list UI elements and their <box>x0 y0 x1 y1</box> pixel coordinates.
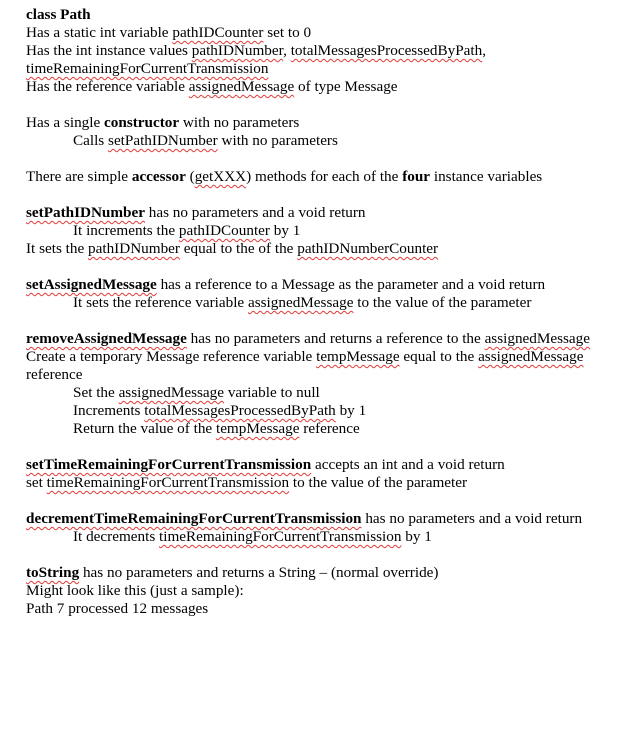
identifier: assignedMessage <box>247 294 354 311</box>
text-segment: , <box>482 42 486 59</box>
identifier: assignedMessage <box>478 348 584 365</box>
text-segment: Has a static int variable <box>26 24 173 41</box>
bold-term: four <box>402 168 431 185</box>
text-segment: Return the value of the <box>73 420 216 437</box>
text-segment: accepts an int and a void return <box>311 456 505 473</box>
text-segment: Has the reference variable <box>26 78 189 95</box>
identifier: pathIDNumber <box>88 240 180 257</box>
bold-term: constructor <box>104 114 180 131</box>
text-segment: ( <box>185 168 195 185</box>
text-segment: reference <box>26 366 83 383</box>
text-segment: Calls <box>73 132 109 149</box>
constructor-line <box>26 114 299 132</box>
text-segment: Path 7 processed 12 messages <box>26 600 209 617</box>
method-name: removeAssignedMessage <box>26 330 187 347</box>
method-to-string <box>26 564 438 582</box>
text-segment: reference <box>299 420 360 437</box>
text-segment: Increments <box>73 402 145 419</box>
identifier: timeRemainingForCurrentTransmission <box>26 60 269 77</box>
text-segment: instance variables <box>430 168 543 185</box>
text-segment: Set the <box>73 384 119 401</box>
text-segment: It sets the reference variable <box>73 294 248 311</box>
method-detail <box>73 528 432 546</box>
text-segment: by 1 <box>335 402 367 419</box>
method-name: decrementTimeRemainingForCurrentTransmission <box>26 510 362 527</box>
identifier: tempMessage <box>316 348 400 365</box>
instance-values-continuation <box>26 60 268 78</box>
text-segment: to the value of the parameter <box>353 294 532 311</box>
method-detail <box>26 348 584 366</box>
method-name: setTimeRemainingForCurrentTransmission <box>26 456 312 473</box>
text-segment: It sets the <box>26 240 89 257</box>
method-detail <box>73 402 366 420</box>
static-variable-line <box>26 24 311 42</box>
text-segment: set <box>26 474 47 491</box>
method-name: setAssignedMessage <box>26 276 157 293</box>
text-segment: has no parameters and returns a String – (normal override) <box>79 564 439 581</box>
text-segment: by 1 <box>269 222 301 239</box>
identifier: assignedMessage <box>118 384 225 401</box>
text-segment: has a reference to a Message as the parameter and a void return <box>156 276 546 293</box>
text-segment: with no parameters <box>179 114 300 131</box>
text-segment: equal to the <box>399 348 479 365</box>
identifier: pathIDNumberCounter <box>297 240 439 257</box>
text-segment: ) methods for each of the <box>246 168 403 185</box>
text-segment: Create a temporary Message reference variable <box>26 348 317 365</box>
text-segment: Has a single <box>26 114 105 131</box>
text-segment: set to 0 <box>263 24 312 41</box>
text-segment: Might look like this (just a sample): <box>26 582 244 599</box>
identifier: setPathIDNumber <box>108 132 218 149</box>
class-title: class Path <box>26 6 91 23</box>
text-segment: Has the int instance values <box>26 42 192 59</box>
text-segment: to the value of the parameter <box>289 474 468 491</box>
class-heading <box>26 6 91 24</box>
identifier: assignedMessage <box>484 330 591 347</box>
text-segment: equal to the of the <box>179 240 298 257</box>
method-name: toString <box>26 564 80 581</box>
method-set-time-remaining <box>26 456 505 474</box>
text-segment: of type Message <box>294 78 398 95</box>
text-segment: has no parameters and a void return <box>144 204 366 221</box>
text-segment: has no parameters and a void return <box>361 510 583 527</box>
identifier: assignedMessage <box>188 78 295 95</box>
accessor-line <box>26 168 542 186</box>
method-detail <box>26 474 467 492</box>
method-detail <box>73 420 360 438</box>
text-segment: , <box>283 42 291 59</box>
identifier: getXXX <box>194 168 247 185</box>
text-segment: with no parameters <box>217 132 338 149</box>
sample-intro <box>26 582 244 600</box>
identifier: pathIDNumber <box>191 42 284 59</box>
text-segment: It decrements <box>73 528 160 545</box>
identifier: pathIDCounter <box>172 24 264 41</box>
method-detail <box>73 384 320 402</box>
bold-term: accessor <box>131 168 186 185</box>
identifier: totalMessagesProcessedByPath <box>290 42 483 59</box>
text-segment: has no parameters and returns a reference to the <box>186 330 485 347</box>
method-detail <box>73 294 531 312</box>
identifier: timeRemainingForCurrentTransmission <box>159 528 402 545</box>
method-set-path-id <box>26 204 366 222</box>
method-detail-continuation <box>26 366 82 384</box>
sample-output <box>26 600 208 618</box>
reference-variable-line <box>26 78 398 96</box>
identifier: pathIDCounter <box>178 222 270 239</box>
identifier: tempMessage <box>215 420 300 437</box>
text-segment: variable to null <box>224 384 320 401</box>
text-segment: There are simple <box>26 168 132 185</box>
identifier: totalMessagesProcessedByPath <box>144 402 336 419</box>
constructor-detail <box>73 132 338 150</box>
method-name: setPathIDNumber <box>26 204 145 221</box>
method-remove-assigned-message <box>26 330 590 348</box>
method-detail <box>73 222 300 240</box>
identifier: timeRemainingForCurrentTransmission <box>46 474 290 491</box>
method-set-assigned-message <box>26 276 545 294</box>
instance-values-line <box>26 42 486 60</box>
text-segment: by 1 <box>401 528 432 545</box>
method-decrement-time-remaining <box>26 510 582 528</box>
method-detail <box>26 240 438 258</box>
text-segment: It increments the <box>73 222 179 239</box>
